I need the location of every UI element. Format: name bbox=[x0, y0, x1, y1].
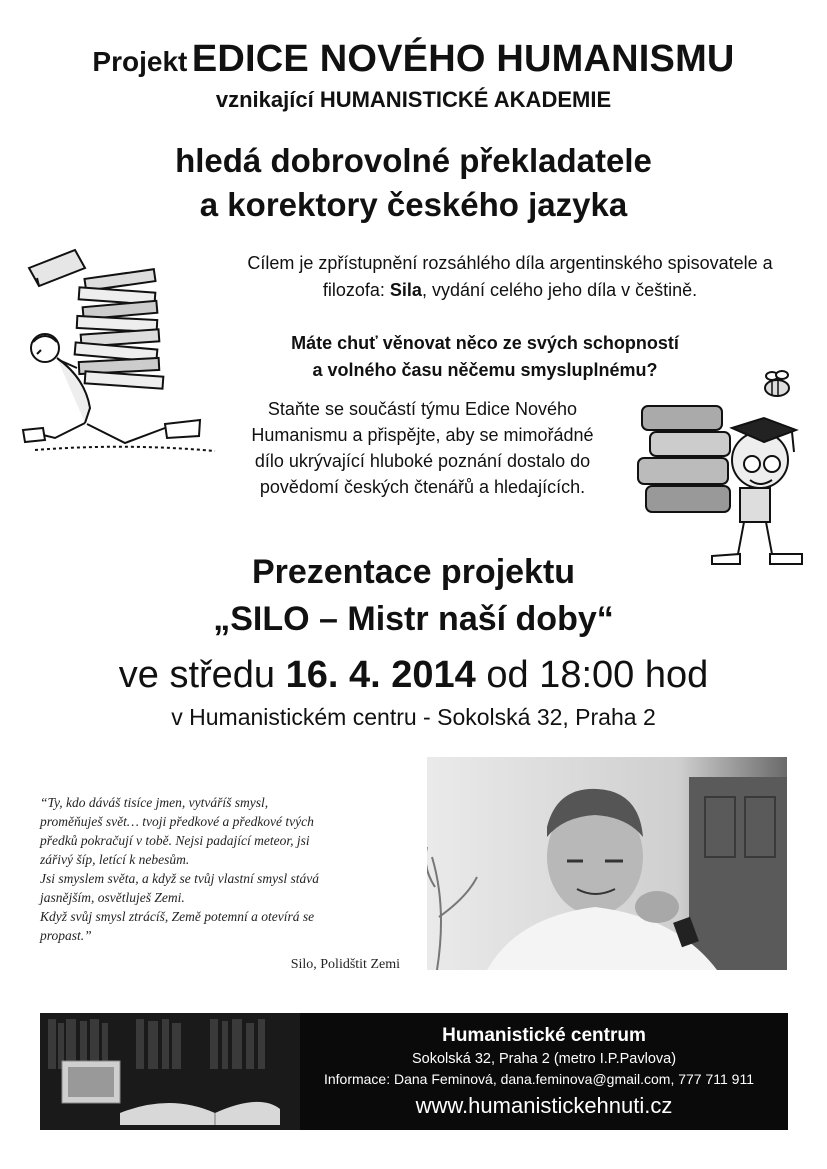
intro-text-before: Cílem je zpřístupnění rozsáhlého díla argentinského spisovatele a filozofa: bbox=[247, 253, 773, 300]
page-title bbox=[0, 38, 827, 81]
footer-website-link[interactable]: www.humanistickehnuti.cz bbox=[415, 1093, 673, 1118]
quote-line: jasnějším, osvětluješ Zemi. bbox=[40, 890, 185, 905]
presentation-place: v Humanistickém centru - Sokolská 32, Praha 2 bbox=[171, 704, 656, 730]
footer-contact-info: Informace: Dana Feminová, dana.feminova@gmail.com, 777 711 911 bbox=[323, 1071, 755, 1087]
quote-line: Jsi smyslem světa, a když se tvůj vlastní smysl stává bbox=[40, 871, 319, 886]
footer-title: Humanistické centrum bbox=[442, 1025, 646, 1046]
title-prefix: Projekt bbox=[92, 46, 188, 77]
headline-line1: hledá dobrovolné překladatele bbox=[175, 142, 652, 179]
silo-portrait-photo bbox=[427, 757, 787, 970]
question-line2: a volného času něčemu smysluplnému? bbox=[312, 360, 658, 380]
headline-line2: a korektory českého jazyka bbox=[199, 186, 628, 223]
join-line1: Staňte se součástí týmu Edice Nového bbox=[267, 399, 578, 419]
silo-quote bbox=[40, 793, 410, 945]
quote-line: zářivý šíp, letící k nebesům. bbox=[40, 852, 190, 867]
library-books-image bbox=[40, 1013, 300, 1130]
join-line2: Humanismu a přispějte, aby se mimořádné bbox=[251, 425, 594, 445]
quote-line: propast.” bbox=[40, 928, 92, 943]
presentation-title: Prezentace projektu bbox=[251, 553, 576, 591]
title-project-name: EDICE NOVÉHO HUMANISMU bbox=[191, 38, 735, 80]
intro-text-after: , vydání celého jeho díla v češtině. bbox=[421, 280, 698, 300]
question-line1: Máte chuť věnovat něco ze svých schopností bbox=[291, 333, 679, 353]
join-line3: dílo ukrývající hluboké poznání dostalo do bbox=[254, 451, 591, 471]
join-line4: povědomí českých čtenářů a hledajících. bbox=[259, 477, 586, 497]
intro-paragraph bbox=[240, 250, 780, 304]
intro-author: Sila bbox=[389, 280, 422, 300]
presentation-date bbox=[0, 654, 827, 697]
quote-source: Silo, Polidštit Zemi bbox=[290, 957, 400, 972]
date-value: 16. 4. 2014 bbox=[285, 654, 476, 696]
quote-line: proměňuješ svět… tvoji předkové a předkové tvých bbox=[40, 814, 314, 829]
footer-banner bbox=[40, 1013, 788, 1130]
footer-address: Sokolská 32, Praha 2 (metro I.P.Pavlova) bbox=[411, 1051, 677, 1067]
title-subtitle: vznikající HUMANISTICKÉ AKADEMIE bbox=[215, 87, 612, 112]
man-carrying-books-illustration bbox=[15, 238, 220, 478]
student-with-books-illustration bbox=[632, 368, 812, 573]
join-paragraph bbox=[205, 396, 640, 500]
date-prefix: ve středu bbox=[118, 654, 276, 696]
quote-line: Když svůj smysl ztrácíš, Země potemní a otevírá se bbox=[40, 909, 315, 924]
quote-line: “Ty, kdo dáváš tisíce jmen, vytváříš smysl, bbox=[40, 795, 269, 810]
quote-line: předků pokračují v tobě. Nejsi padající meteor, jsi bbox=[40, 833, 310, 848]
presentation-subtitle: „SILO – Mistr naší doby“ bbox=[213, 600, 614, 638]
time-value: od 18:00 hod bbox=[486, 654, 709, 696]
